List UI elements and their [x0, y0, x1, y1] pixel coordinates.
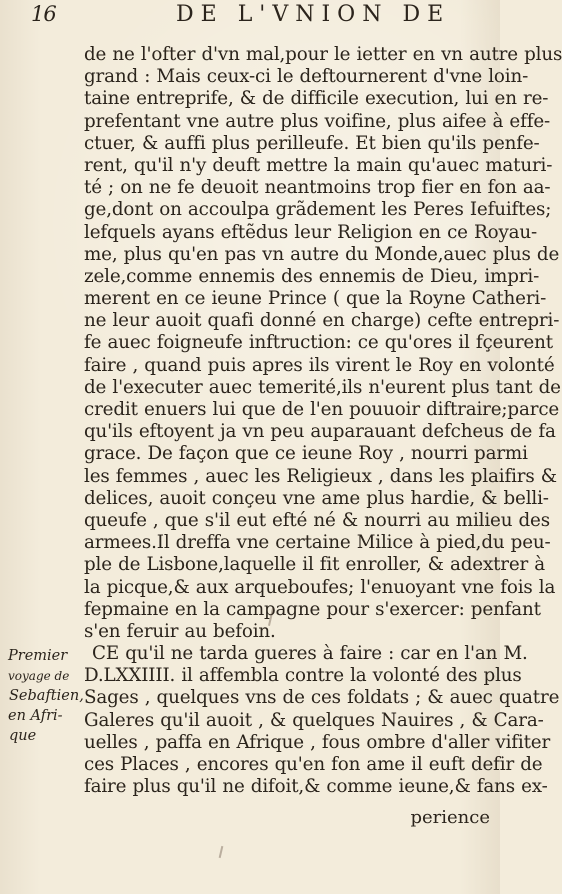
marginal-note-line: Premier	[8, 648, 68, 664]
text-line: grand : Mais ceux-ci le deftournerent d'vne loin-	[84, 66, 529, 88]
text-line: taine entreprife, & de difficile execution, lui en re-	[84, 88, 549, 110]
text-line: me, plus qu'en pas vn autre du Monde,auec plus de	[84, 243, 560, 265]
text-line: ne leur auoit quafi donné en charge) cefte entrepri-	[84, 310, 560, 332]
ink-mark	[219, 846, 224, 858]
running-head: DE L'VNION DE	[176, 2, 451, 27]
text-line: de l'executer auec temerité,ils n'eurent plus tant de	[84, 376, 561, 398]
text-line: faire plus qu'il ne difoit,& comme ieune,& fans ex-	[84, 776, 548, 798]
text-line: armees.Il dreffa vne certaine Milice à pied,du peu-	[84, 532, 551, 554]
marginal-note	[8, 646, 82, 746]
text-line: de ne l'ofter d'vn mal,pour le ietter en vn autre plus	[84, 44, 562, 65]
text-line: lefquels ayans eftẽdus leur Religion en ce Royau-	[84, 221, 538, 243]
marginal-note-line: voyage de	[8, 669, 70, 683]
text-line: prefentant vne autre plus voifine, plus aifee à effe-	[84, 110, 551, 132]
page-number: 16	[31, 2, 56, 26]
text-line: Galeres qu'il auoit , & quelques Nauires , & Cara-	[84, 709, 544, 731]
marginal-note-line: que	[9, 728, 37, 744]
text-line: té ; on ne fe deuoit neantmoins trop fier en fon aa-	[84, 177, 551, 199]
text-line: rent, qu'il n'y deuft mettre la main qu'auec maturi-	[84, 154, 553, 176]
text-line: s'en feruir au befoin.	[84, 620, 276, 642]
text-line: ces Places , encores qu'en fon ame il euft defir de	[84, 754, 543, 775]
text-line: fepmaine en la campagne pour s'exercer: penfant	[84, 598, 541, 620]
marginal-note-line: Sebaftien,	[9, 688, 84, 704]
text-line: faire , quand puis apres ils virent le Roy en volonté	[84, 354, 555, 376]
text-line: les femmes , auec les Religieux , dans les plaifirs &	[84, 465, 557, 487]
text-line: merent en ce ieune Prince ( que la Royne Catheri-	[84, 288, 547, 310]
main-text	[84, 44, 562, 798]
text-line: Sages , quelques vns de ces foldats ; & auec quatre	[84, 687, 560, 709]
text-line: queufe , que s'il eut efté né & nourri au milieu des	[84, 509, 550, 531]
text-line: credit enuers lui que de l'en pouuoir diftraire;parce	[84, 399, 560, 420]
text-line: ple de Lisbone,laquelle il fit enroller, & adextrer à	[84, 554, 546, 576]
text-line: grace. De façon que ce ieune Roy , nourri parmi	[84, 443, 528, 465]
text-line: CE qu'il ne tarda gueres à faire : car en l'an M.	[92, 643, 528, 665]
text-line: D.LXXIIII. il affembla contre la volonté des plus	[84, 665, 522, 687]
text-line: ge,dont on accoulpa grãdement les Peres Iefuiftes;	[84, 199, 552, 221]
text-line: uelles , paffa en Afrique , fous ombre d'aller vifiter	[84, 731, 551, 753]
text-line: zele,comme ennemis des ennemis de Dieu, impri-	[84, 265, 540, 287]
text-line: fe auec foigneufe inftruction: ce qu'ores il fçeurent	[84, 332, 553, 354]
text-line: delices, auoit conçeu vne ame plus hardie, & belli-	[84, 487, 549, 509]
text-line: la picque,& aux arqueboufes; l'enuoyant vne fois la	[84, 576, 556, 598]
text-line: ctuer, & auffi plus perilleufe. Et bien qu'ils penfe-	[84, 132, 540, 154]
text-line: qu'ils eftoyent ja vn peu auparauant defcheus de fa	[84, 421, 556, 443]
catchword: perience	[410, 807, 490, 828]
marginal-note-line: en Afri-	[8, 708, 63, 724]
